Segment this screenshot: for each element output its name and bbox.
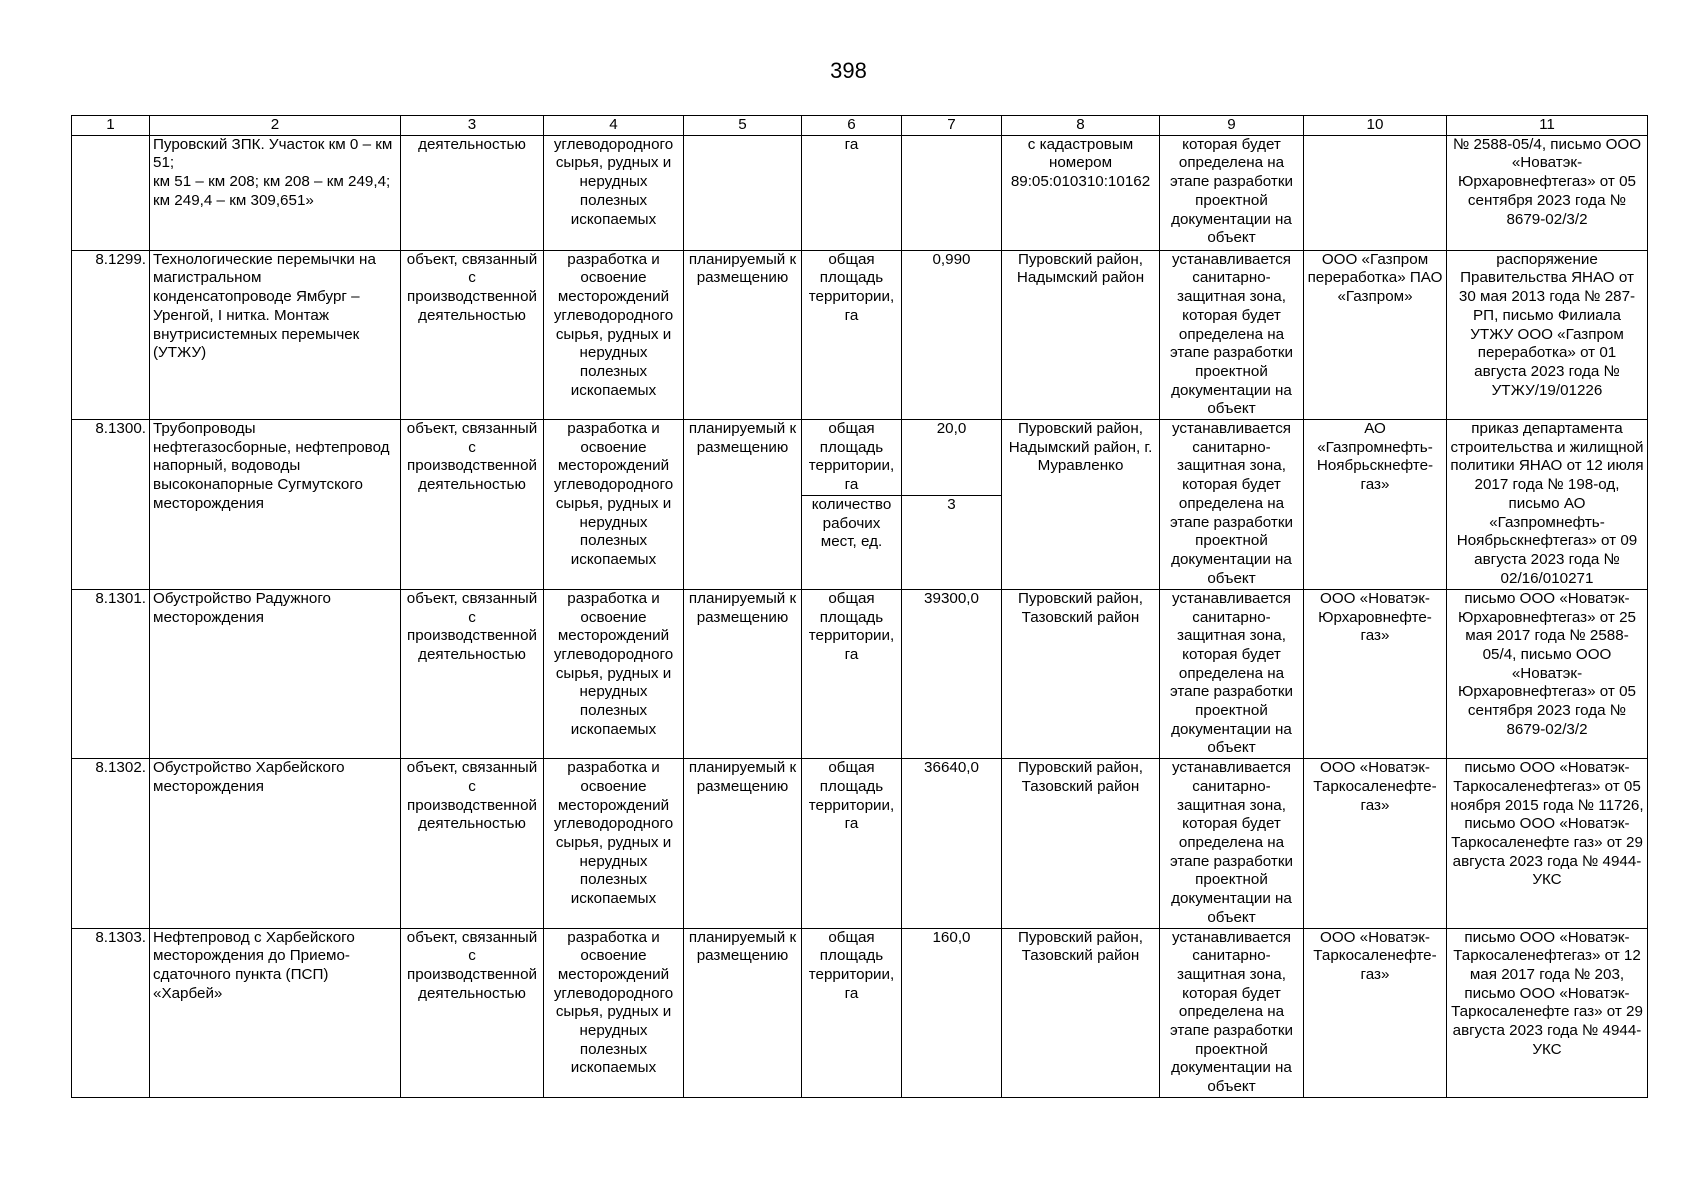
parameter-name: общая площадь территории, га — [802, 250, 902, 419]
activity-type: углеводородного сырья, рудных и нерудных полезных ископаемых — [544, 135, 684, 250]
location: Пуровский район, Надымский район — [1002, 250, 1160, 419]
column-number: 11 — [1447, 116, 1648, 136]
basis-document: письмо ООО «Новатэк-Таркосаленефтегаз» от 05 ноября 2015 года № 11726, письмо ООО «Новатэк-Таркосаленефте газ» от 29 августа 2023 года № 4944-УКС — [1447, 759, 1648, 928]
object-name: Трубопроводы нефтегазосборные, нефтепровод напорный, водоводы высоконапорные Сугмутского месторождения — [150, 420, 401, 590]
object-status: планируемый к размещению — [684, 589, 802, 758]
parameter-name: общая площадь территории, га — [802, 420, 902, 496]
location: Пуровский район, Тазовский район — [1002, 589, 1160, 758]
activity-type: разработка и освоение месторождений углеводородного сырья, рудных и нерудных полезных ископаемых — [544, 589, 684, 758]
row-number: 8.1301. — [72, 589, 150, 758]
owner — [1304, 135, 1447, 250]
column-number: 9 — [1160, 116, 1304, 136]
activity-type: разработка и освоение месторождений углеводородного сырья, рудных и нерудных полезных ископаемых — [544, 759, 684, 928]
object-name: Нефтепровод с Харбейского месторождения до Приемо-сдаточного пункта (ПСП) «Харбей» — [150, 928, 401, 1097]
parameter-value: 36640,0 — [902, 759, 1002, 928]
column-number: 2 — [150, 116, 401, 136]
location: Пуровский район, Тазовский район — [1002, 928, 1160, 1097]
object-purpose: объект, связанный с производственной деятельностью — [401, 250, 544, 419]
column-number-row — [72, 116, 1648, 136]
owner: ООО «Газпром переработка» ПАО «Газпром» — [1304, 250, 1447, 419]
column-number: 10 — [1304, 116, 1447, 136]
table-row — [72, 759, 1648, 928]
object-status — [684, 135, 802, 250]
object-name: Технологические перемычки на магистральном конденсатопроводе Ямбург – Уренгой, I нитка. Монтаж внутрисистемных перемычек (УТЖУ) — [150, 250, 401, 419]
owner: ООО «Новатэк-Таркосаленефте-газ» — [1304, 759, 1447, 928]
table-row — [72, 589, 1648, 758]
location: с кадастровым номером 89:05:010310:10162 — [1002, 135, 1160, 250]
object-name: Обустройство Харбейского месторождения — [150, 759, 401, 928]
basis-document: № 2588-05/4, письмо ООО «Новатэк-Юрхаровнефтегаз» от 05 сентября 2023 года № 8679-02/3/2 — [1447, 135, 1648, 250]
parameter-value — [902, 135, 1002, 250]
object-status: планируемый к размещению — [684, 250, 802, 419]
row-number: 8.1303. — [72, 928, 150, 1097]
object-name: Обустройство Радужного месторождения — [150, 589, 401, 758]
parameter-name: общая площадь территории, га — [802, 589, 902, 758]
object-name: Пуровский ЗПК. Участок км 0 – км 51; км 51 – км 208; км 208 – км 249,4; км 249,4 – км 309,651» — [150, 135, 401, 250]
object-status: планируемый к размещению — [684, 420, 802, 590]
object-status: планируемый к размещению — [684, 759, 802, 928]
objects-table — [71, 115, 1648, 1098]
table-row — [72, 420, 1648, 496]
owner: АО «Газпромнефть-Ноябрьскнефте-газ» — [1304, 420, 1447, 590]
activity-type: разработка и освоение месторождений углеводородного сырья, рудных и нерудных полезных ископаемых — [544, 420, 684, 590]
parameter-name: общая площадь территории, га — [802, 928, 902, 1097]
protection-zone: устанавливается санитарно-защитная зона, которая будет определена на этапе разработки проектной документации на объект — [1160, 928, 1304, 1097]
parameter-value: 39300,0 — [902, 589, 1002, 758]
basis-document: распоряжение Правительства ЯНАО от 30 мая 2013 года № 287-РП, письмо Филиала УТЖУ ООО «Газпром переработка» от 01 августа 2023 года № УТЖУ/19/01226 — [1447, 250, 1648, 419]
column-number: 1 — [72, 116, 150, 136]
object-purpose: объект, связанный с производственной деятельностью — [401, 759, 544, 928]
parameter-name: количество рабочих мест, ед. — [802, 495, 902, 589]
object-purpose: объект, связанный с производственной деятельностью — [401, 589, 544, 758]
protection-zone: устанавливается санитарно-защитная зона, которая будет определена на этапе разработки проектной документации на объект — [1160, 589, 1304, 758]
object-status: планируемый к размещению — [684, 928, 802, 1097]
protection-zone: устанавливается санитарно-защитная зона, которая будет определена на этапе разработки проектной документации на объект — [1160, 250, 1304, 419]
basis-document: приказ департамента строительства и жилищной политики ЯНАО от 12 июля 2017 года № 198-од, письмо АО «Газпромнефть-Ноябрьскнефтегаз» от 09 августа 2023 года № 02/16/010271 — [1447, 420, 1648, 590]
protection-zone: устанавливается санитарно-защитная зона, которая будет определена на этапе разработки проектной документации на объект — [1160, 420, 1304, 590]
activity-type: разработка и освоение месторождений углеводородного сырья, рудных и нерудных полезных ископаемых — [544, 250, 684, 419]
object-purpose: деятельностью — [401, 135, 544, 250]
parameter-name: общая площадь территории, га — [802, 759, 902, 928]
column-number: 7 — [902, 116, 1002, 136]
owner: ООО «Новатэк-Юрхаровнефте-газ» — [1304, 589, 1447, 758]
protection-zone: устанавливается санитарно-защитная зона, которая будет определена на этапе разработки проектной документации на объект — [1160, 759, 1304, 928]
parameter-value: 20,0 — [902, 420, 1002, 496]
parameter-value: 3 — [902, 495, 1002, 589]
basis-document: письмо ООО «Новатэк-Юрхаровнефтегаз» от 25 мая 2017 года № 2588-05/4, письмо ООО «Новатэк-Юрхаровнефтегаз» от 05 сентября 2023 года № 8679-02/3/2 — [1447, 589, 1648, 758]
column-number: 5 — [684, 116, 802, 136]
parameter-value: 160,0 — [902, 928, 1002, 1097]
row-number — [72, 135, 150, 250]
column-number: 3 — [401, 116, 544, 136]
row-number: 8.1302. — [72, 759, 150, 928]
table-row — [72, 250, 1648, 419]
column-number: 8 — [1002, 116, 1160, 136]
page-number: 398 — [830, 58, 867, 83]
activity-type: разработка и освоение месторождений углеводородного сырья, рудных и нерудных полезных ископаемых — [544, 928, 684, 1097]
column-number: 4 — [544, 116, 684, 136]
row-number: 8.1299. — [72, 250, 150, 419]
owner: ООО «Новатэк-Таркосаленефте-газ» — [1304, 928, 1447, 1097]
location: Пуровский район, Надымский район, г. Муравленко — [1002, 420, 1160, 590]
object-purpose: объект, связанный с производственной деятельностью — [401, 420, 544, 590]
table-row-continuation — [72, 135, 1648, 250]
location: Пуровский район, Тазовский район — [1002, 759, 1160, 928]
parameter-name: га — [802, 135, 902, 250]
basis-document: письмо ООО «Новатэк-Таркосаленефтегаз» от 12 мая 2017 года № 203, письмо ООО «Новатэк-Таркосаленефте газ» от 29 августа 2023 года № 4944-УКС — [1447, 928, 1648, 1097]
parameter-value: 0,990 — [902, 250, 1002, 419]
column-number: 6 — [802, 116, 902, 136]
protection-zone: которая будет определена на этапе разработки проектной документации на объект — [1160, 135, 1304, 250]
object-purpose: объект, связанный с производственной деятельностью — [401, 928, 544, 1097]
row-number: 8.1300. — [72, 420, 150, 590]
table-row — [72, 928, 1648, 1097]
